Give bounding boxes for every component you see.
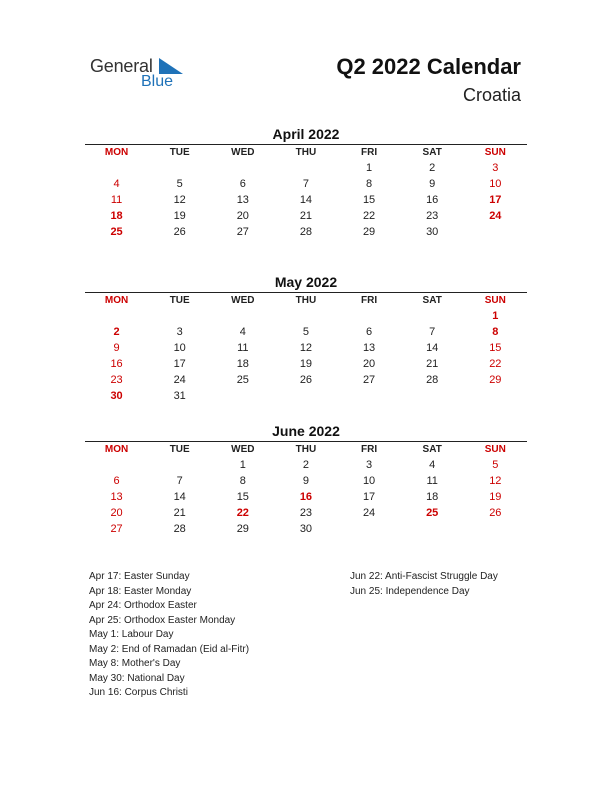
weekday-header-wed: WED [231,147,255,158]
day-cell: 2 [429,162,436,174]
day-cell: 1 [366,162,373,174]
holiday-item: May 1: Labour Day [89,629,174,640]
weekday-header-thu: THU [295,295,317,306]
weekday-header-tue: TUE [169,295,190,306]
day-cell: 15 [362,194,376,206]
holiday-item: May 8: Mother's Day [89,658,181,669]
empty-day-cell [211,160,274,176]
holiday-item: Jun 22: Anti-Fascist Struggle Day [350,571,498,582]
day-cell: 10 [362,475,376,487]
day-cell: 14 [173,491,186,503]
day-cell: 22 [236,507,249,519]
empty-day-cell [85,457,148,473]
day-cell: 16 [110,358,123,370]
day-cell: 13 [362,342,376,354]
page-title: Q2 2022 Calendar [336,54,521,79]
day-cell: 7 [302,178,309,190]
day-cell: 8 [492,326,499,338]
weekday-header-thu: THU [295,147,317,158]
day-cell: 10 [489,178,502,190]
weekday-header-fri: FRI [361,444,378,455]
day-grid [85,457,527,537]
day-cell: 29 [362,226,376,238]
day-cell: 18 [426,491,439,503]
day-cell: 8 [366,178,373,190]
holiday-item: Apr 18: Easter Monday [89,585,192,597]
logo-triangle-icon [159,58,183,74]
weekday-header-mon: MON [104,444,129,455]
day-cell: 13 [236,194,249,206]
weekday-header-thu: THU [295,444,317,455]
day-cell: 8 [239,475,246,487]
empty-day-cell [211,308,274,324]
day-cell: 19 [489,491,502,503]
day-cell: 24 [362,507,376,519]
holiday-item: May 30: National Day [89,672,185,684]
month-title: June 2022 [272,423,340,439]
month-may [85,273,527,404]
day-cell: 20 [110,507,123,519]
day-cell: 6 [366,326,373,338]
day-cell: 23 [110,374,123,386]
weekday-header-row [85,145,527,160]
day-cell: 21 [299,210,313,222]
day-cell: 25 [426,507,439,519]
day-cell: 23 [426,210,439,222]
empty-day-cell [85,160,148,176]
holiday-item: May 2: End of Ramadan (Eid al-Fitr) [89,643,250,655]
weekday-header-mon: MON [104,295,129,306]
month-june [85,422,527,537]
day-cell: 7 [429,326,436,338]
empty-day-cell [338,308,401,324]
day-cell: 9 [113,342,120,354]
day-cell: 26 [173,226,186,238]
day-cell: 7 [176,475,183,487]
weekday-header-fri: FRI [361,147,378,158]
day-cell: 2 [113,326,120,338]
general-blue-logo [90,56,190,92]
month-title: May 2022 [274,274,338,290]
day-cell: 28 [299,226,313,238]
day-cell: 14 [299,194,313,206]
day-cell: 21 [173,507,186,519]
day-cell: 2 [302,459,309,471]
day-cell: 16 [426,194,439,206]
day-cell: 11 [426,475,438,487]
logo-text-blue: Blue [141,73,174,90]
day-cell: 22 [489,358,502,370]
empty-day-cell [148,457,211,473]
holiday-item: Apr 17: Easter Sunday [89,571,190,582]
holiday-item: Jun 16: Corpus Christi [89,687,188,698]
weekday-header-sat: SAT [422,444,442,455]
day-cell: 20 [362,358,376,370]
day-cell: 13 [110,491,123,503]
day-cell: 3 [492,162,499,174]
day-cell: 5 [302,326,309,338]
day-cell: 14 [426,342,439,354]
day-cell: 25 [236,374,249,386]
empty-day-cell [274,160,337,176]
day-cell: 29 [489,374,502,386]
logo-text-general: General [90,56,153,76]
day-cell: 4 [429,459,436,471]
empty-day-cell [85,308,148,324]
day-cell: 22 [362,210,376,222]
day-cell: 6 [113,475,120,487]
day-cell: 1 [239,459,246,471]
holiday-item: Apr 24: Orthodox Easter [89,600,197,611]
day-cell: 21 [426,358,439,370]
day-cell: 23 [299,507,313,519]
day-cell: 24 [173,374,186,386]
day-cell: 6 [239,178,246,190]
day-cell: 12 [299,342,313,354]
holiday-item: Jun 25: Independence Day [350,585,470,597]
empty-day-cell [148,308,211,324]
day-cell: 5 [492,459,499,471]
weekday-header-row [85,293,527,308]
country-name: Croatia [462,85,521,105]
day-cell: 18 [110,210,123,222]
day-cell: 28 [173,523,186,535]
day-cell: 30 [110,390,123,402]
day-cell: 20 [236,210,249,222]
weekday-header-sun: SUN [484,147,506,158]
weekday-header-wed: WED [231,444,255,455]
day-grid [85,308,527,404]
weekday-header-sat: SAT [422,147,442,158]
weekday-header-sat: SAT [422,295,442,306]
day-cell: 17 [489,194,502,206]
day-cell: 27 [110,523,123,535]
day-cell: 11 [237,342,249,354]
empty-day-cell [274,308,337,324]
day-cell: 31 [173,390,186,402]
holiday-list-right [350,570,498,599]
day-cell: 27 [236,226,249,238]
day-cell: 11 [110,194,123,206]
day-cell: 15 [489,342,502,354]
day-cell: 9 [302,475,309,487]
day-cell: 25 [110,226,123,238]
weekday-header-tue: TUE [169,444,190,455]
day-cell: 4 [113,178,120,190]
weekday-header-sun: SUN [484,295,506,306]
day-cell: 10 [173,342,186,354]
weekday-header-tue: TUE [169,147,190,158]
holiday-list-left [89,570,249,701]
day-cell: 1 [492,310,499,322]
day-cell: 30 [426,226,439,238]
day-cell: 12 [173,194,186,206]
weekday-header-row [85,442,527,457]
day-cell: 19 [299,358,313,370]
day-cell: 24 [489,210,502,222]
day-cell: 18 [236,358,249,370]
empty-day-cell [148,160,211,176]
weekday-header-fri: FRI [361,295,378,306]
day-cell: 3 [366,459,373,471]
day-cell: 9 [429,178,436,190]
day-grid [85,160,527,240]
day-cell: 27 [362,374,376,386]
day-cell: 17 [362,491,376,503]
day-cell: 17 [173,358,186,370]
weekday-header-sun: SUN [484,444,506,455]
weekday-header-wed: WED [231,295,255,306]
day-cell: 15 [236,491,249,503]
weekday-header-mon: MON [104,147,129,158]
day-cell: 4 [239,326,246,338]
day-cell: 26 [489,507,502,519]
day-cell: 29 [236,523,249,535]
empty-day-cell [401,308,464,324]
day-cell: 12 [489,475,502,487]
month-april [85,125,527,240]
day-cell: 26 [299,374,313,386]
day-cell: 16 [299,491,313,503]
day-cell: 5 [176,178,183,190]
day-cell: 3 [176,326,183,338]
month-title: April 2022 [272,126,340,142]
day-cell: 28 [426,374,439,386]
day-cell: 30 [299,523,313,535]
day-cell: 19 [173,210,186,222]
holiday-item: Apr 25: Orthodox Easter Monday [89,614,236,626]
